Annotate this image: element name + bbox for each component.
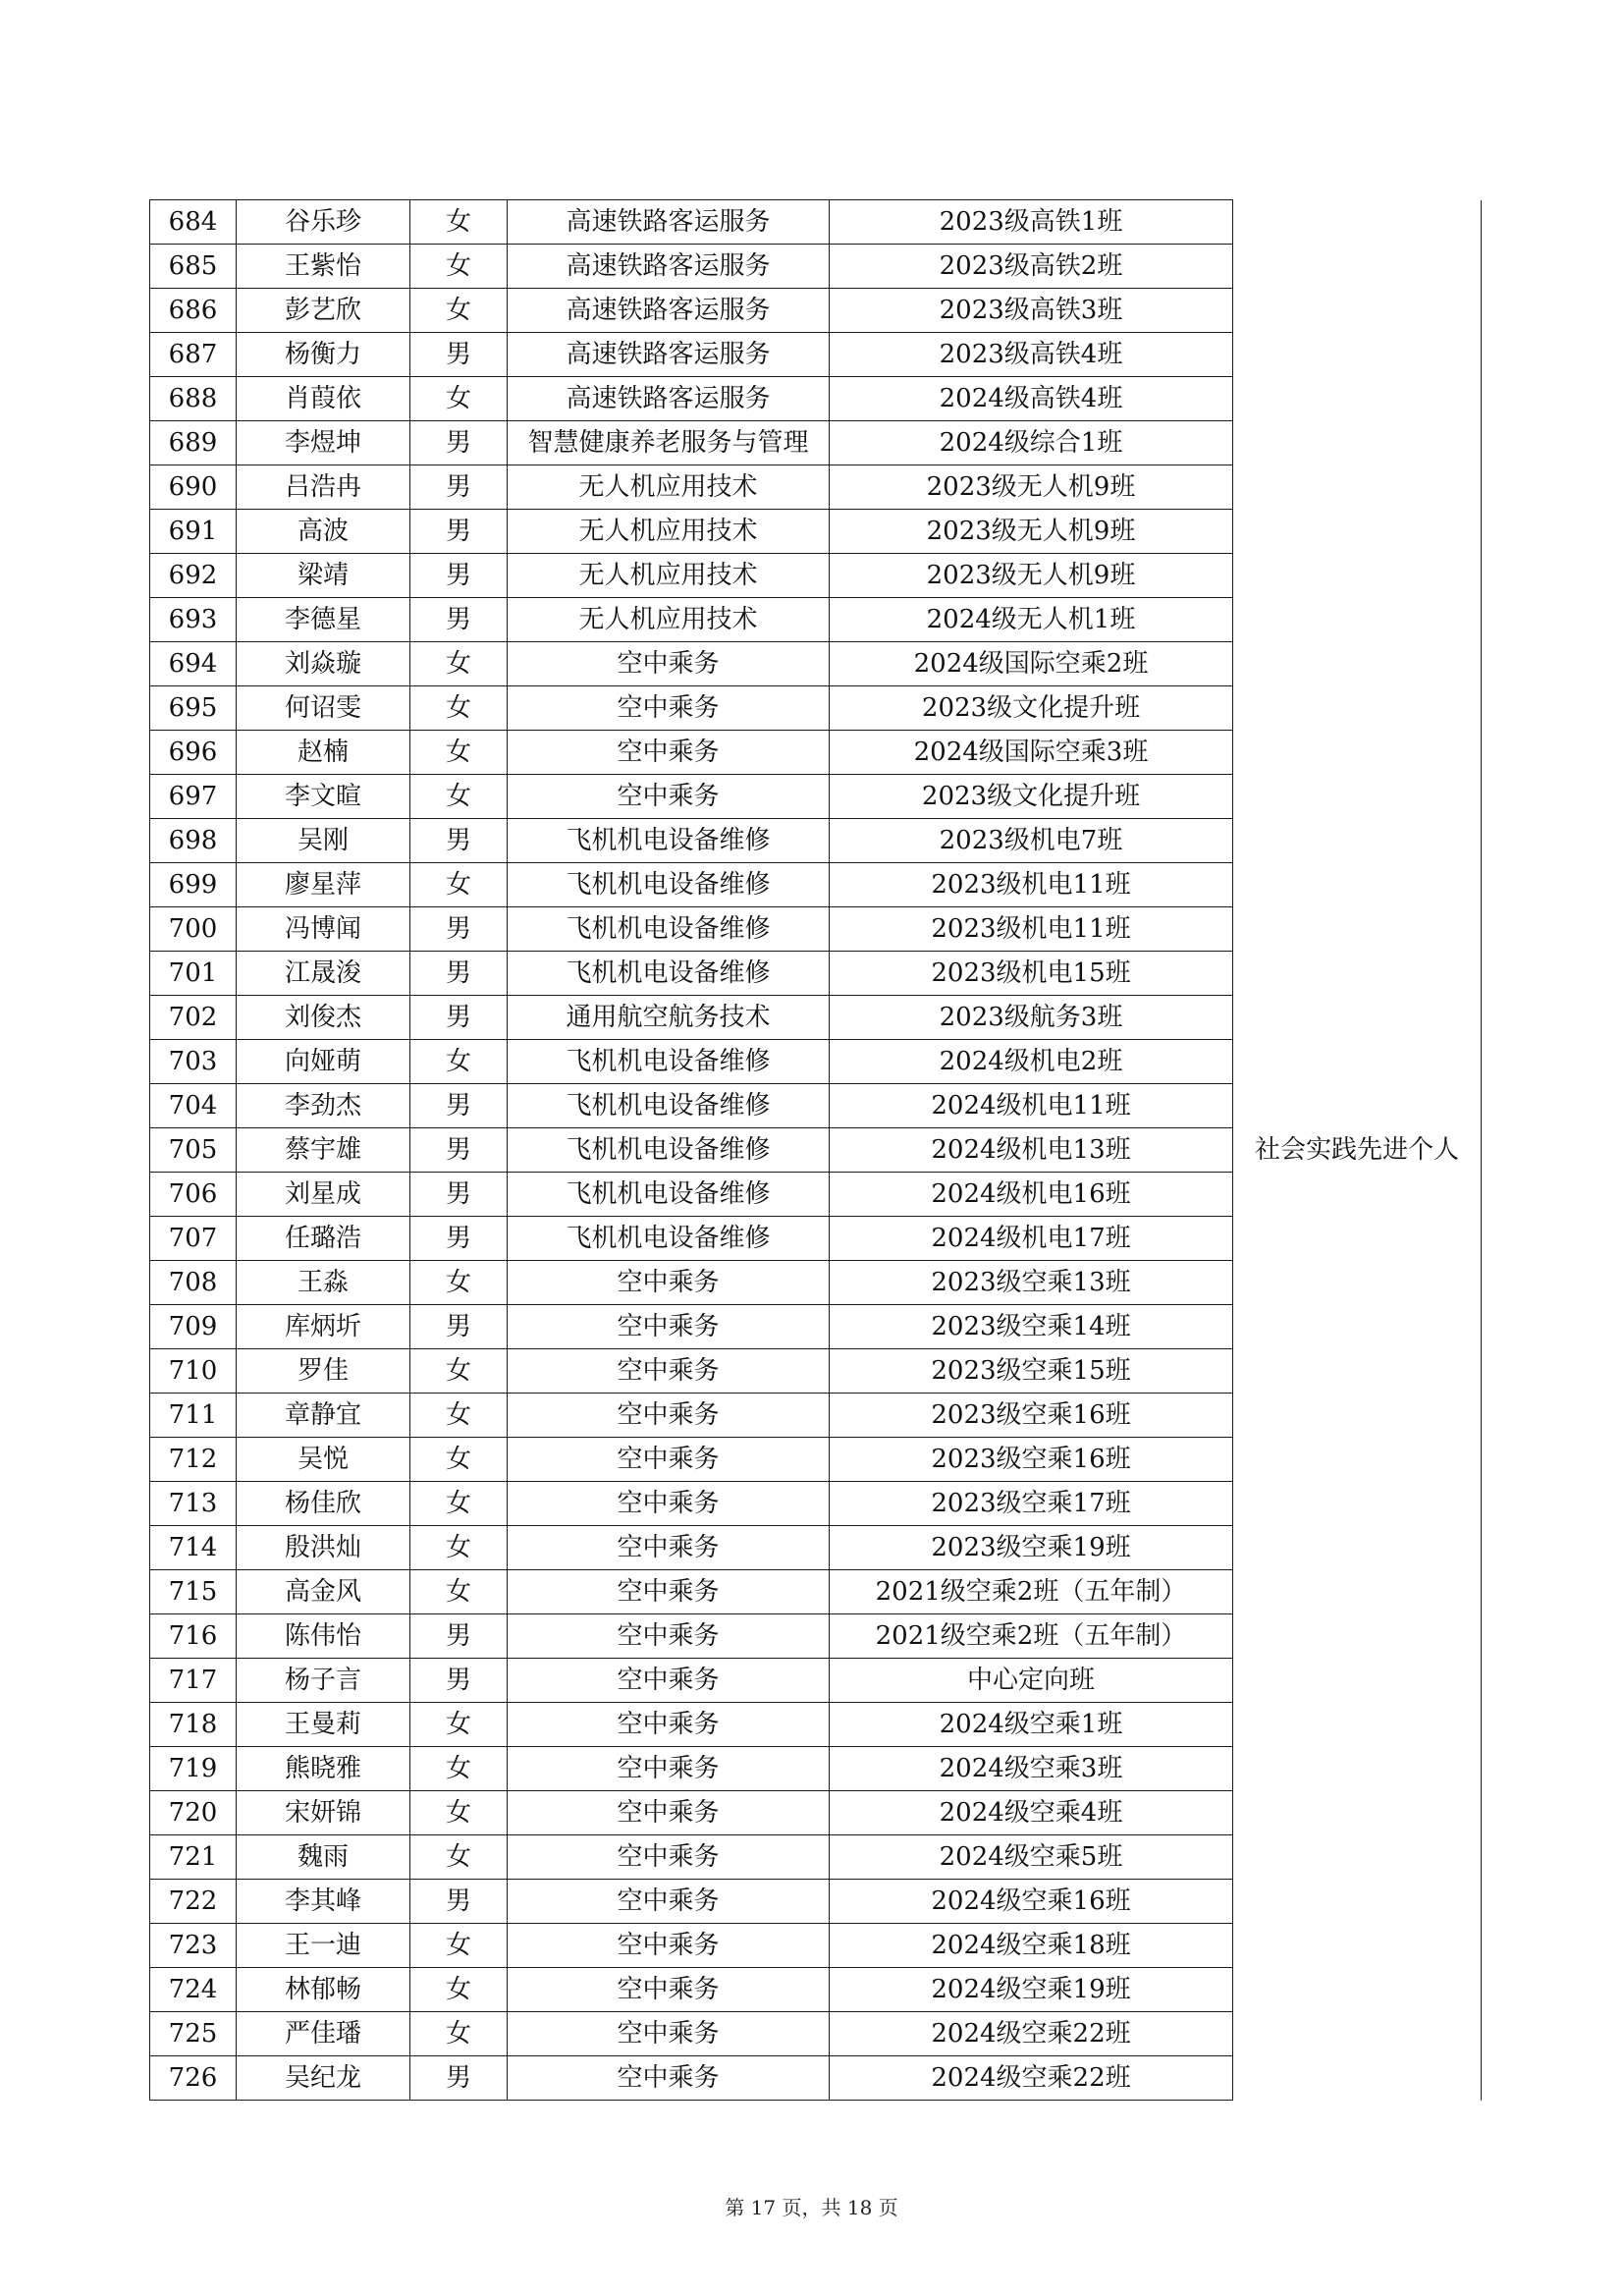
row-number: 705 bbox=[150, 1128, 237, 1173]
student-class: 2023级空乘16班 bbox=[830, 1438, 1233, 1482]
student-class: 2024级机电2班 bbox=[830, 1040, 1233, 1084]
student-name: 王紫怡 bbox=[237, 245, 410, 289]
student-class: 2021级空乘2班（五年制） bbox=[830, 1614, 1233, 1659]
student-name: 杨衡力 bbox=[237, 333, 410, 377]
student-major: 空中乘务 bbox=[508, 775, 830, 819]
student-major: 空中乘务 bbox=[508, 1747, 830, 1791]
row-number: 719 bbox=[150, 1747, 237, 1791]
student-gender: 女 bbox=[410, 1261, 508, 1305]
student-gender: 女 bbox=[410, 1482, 508, 1526]
student-major: 飞机机电设备维修 bbox=[508, 1128, 830, 1173]
row-number: 710 bbox=[150, 1349, 237, 1394]
student-major: 飞机机电设备维修 bbox=[508, 952, 830, 996]
student-gender: 女 bbox=[410, 642, 508, 686]
student-name: 李煜坤 bbox=[237, 421, 410, 465]
student-name: 杨子言 bbox=[237, 1659, 410, 1703]
student-gender: 女 bbox=[410, 686, 508, 731]
award-category: 社会实践先进个人 bbox=[1233, 200, 1482, 2101]
student-gender: 女 bbox=[410, 200, 508, 245]
row-number: 708 bbox=[150, 1261, 237, 1305]
student-class: 2024级空乘5班 bbox=[830, 1835, 1233, 1880]
student-major: 空中乘务 bbox=[508, 731, 830, 775]
student-name: 王淼 bbox=[237, 1261, 410, 1305]
student-name: 冯博闻 bbox=[237, 907, 410, 952]
student-gender: 男 bbox=[410, 554, 508, 598]
student-class: 2023级机电11班 bbox=[830, 907, 1233, 952]
student-class: 2024级空乘22班 bbox=[830, 2012, 1233, 2056]
student-major: 飞机机电设备维修 bbox=[508, 1217, 830, 1261]
row-number: 709 bbox=[150, 1305, 237, 1349]
student-gender: 女 bbox=[410, 1968, 508, 2012]
student-major: 通用航空航务技术 bbox=[508, 996, 830, 1040]
student-major: 空中乘务 bbox=[508, 1305, 830, 1349]
student-major: 空中乘务 bbox=[508, 1703, 830, 1747]
student-gender: 女 bbox=[410, 377, 508, 421]
student-class: 2023级文化提升班 bbox=[830, 686, 1233, 731]
student-name: 高波 bbox=[237, 510, 410, 554]
row-number: 696 bbox=[150, 731, 237, 775]
student-major: 空中乘务 bbox=[508, 1924, 830, 1968]
student-class: 2023级空乘17班 bbox=[830, 1482, 1233, 1526]
student-name: 赵楠 bbox=[237, 731, 410, 775]
row-number: 693 bbox=[150, 598, 237, 642]
row-number: 685 bbox=[150, 245, 237, 289]
roster-body bbox=[150, 200, 1482, 2101]
student-gender: 女 bbox=[410, 1438, 508, 1482]
student-major: 空中乘务 bbox=[508, 642, 830, 686]
row-number: 704 bbox=[150, 1084, 237, 1128]
student-name: 蔡宇雄 bbox=[237, 1128, 410, 1173]
student-name: 李文暄 bbox=[237, 775, 410, 819]
student-gender: 男 bbox=[410, 2056, 508, 2101]
student-gender: 男 bbox=[410, 907, 508, 952]
row-number: 690 bbox=[150, 465, 237, 510]
student-name: 殷洪灿 bbox=[237, 1526, 410, 1570]
student-class: 2023级高铁3班 bbox=[830, 289, 1233, 333]
student-name: 魏雨 bbox=[237, 1835, 410, 1880]
row-number: 692 bbox=[150, 554, 237, 598]
student-class: 2023级空乘13班 bbox=[830, 1261, 1233, 1305]
student-name: 吕浩冉 bbox=[237, 465, 410, 510]
row-number: 718 bbox=[150, 1703, 237, 1747]
student-gender: 女 bbox=[410, 1791, 508, 1835]
student-major: 空中乘务 bbox=[508, 1614, 830, 1659]
roster-table bbox=[149, 199, 1482, 2101]
student-major: 空中乘务 bbox=[508, 1570, 830, 1614]
student-gender: 女 bbox=[410, 863, 508, 907]
student-gender: 男 bbox=[410, 1659, 508, 1703]
student-name: 库炳圻 bbox=[237, 1305, 410, 1349]
student-name: 梁靖 bbox=[237, 554, 410, 598]
student-class: 2023级空乘16班 bbox=[830, 1394, 1233, 1438]
row-number: 722 bbox=[150, 1880, 237, 1924]
student-gender: 男 bbox=[410, 465, 508, 510]
student-name: 严佳璠 bbox=[237, 2012, 410, 2056]
student-class: 2024级综合1班 bbox=[830, 421, 1233, 465]
student-class: 2023级机电15班 bbox=[830, 952, 1233, 996]
student-name: 熊晓雅 bbox=[237, 1747, 410, 1791]
student-name: 高金风 bbox=[237, 1570, 410, 1614]
student-name: 章静宜 bbox=[237, 1394, 410, 1438]
student-gender: 女 bbox=[410, 1349, 508, 1394]
student-major: 空中乘务 bbox=[508, 1659, 830, 1703]
student-name: 任璐浩 bbox=[237, 1217, 410, 1261]
row-number: 706 bbox=[150, 1173, 237, 1217]
student-class: 2023级文化提升班 bbox=[830, 775, 1233, 819]
row-number: 695 bbox=[150, 686, 237, 731]
student-major: 空中乘务 bbox=[508, 2012, 830, 2056]
student-name: 刘俊杰 bbox=[237, 996, 410, 1040]
student-class: 2023级无人机9班 bbox=[830, 465, 1233, 510]
student-name: 王一迪 bbox=[237, 1924, 410, 1968]
student-gender: 男 bbox=[410, 996, 508, 1040]
student-major: 空中乘务 bbox=[508, 686, 830, 731]
student-major: 高速铁路客运服务 bbox=[508, 289, 830, 333]
student-class: 2023级航务3班 bbox=[830, 996, 1233, 1040]
student-gender: 女 bbox=[410, 1835, 508, 1880]
student-major: 飞机机电设备维修 bbox=[508, 819, 830, 863]
student-class: 2023级高铁2班 bbox=[830, 245, 1233, 289]
student-class: 2021级空乘2班（五年制） bbox=[830, 1570, 1233, 1614]
row-number: 707 bbox=[150, 1217, 237, 1261]
student-gender: 女 bbox=[410, 1394, 508, 1438]
row-number: 694 bbox=[150, 642, 237, 686]
student-name: 向娅萌 bbox=[237, 1040, 410, 1084]
student-major: 无人机应用技术 bbox=[508, 465, 830, 510]
student-major: 空中乘务 bbox=[508, 1791, 830, 1835]
row-number: 714 bbox=[150, 1526, 237, 1570]
student-major: 智慧健康养老服务与管理 bbox=[508, 421, 830, 465]
student-name: 林郁畅 bbox=[237, 1968, 410, 2012]
student-gender: 女 bbox=[410, 775, 508, 819]
student-class: 2024级空乘3班 bbox=[830, 1747, 1233, 1791]
student-gender: 男 bbox=[410, 1880, 508, 1924]
student-class: 2024级无人机1班 bbox=[830, 598, 1233, 642]
student-name: 宋妍锦 bbox=[237, 1791, 410, 1835]
student-name: 肖葭依 bbox=[237, 377, 410, 421]
student-major: 空中乘务 bbox=[508, 1349, 830, 1394]
student-major: 空中乘务 bbox=[508, 1438, 830, 1482]
student-major: 无人机应用技术 bbox=[508, 598, 830, 642]
student-name: 李劲杰 bbox=[237, 1084, 410, 1128]
student-name: 罗佳 bbox=[237, 1349, 410, 1394]
row-number: 698 bbox=[150, 819, 237, 863]
student-name: 谷乐珍 bbox=[237, 200, 410, 245]
row-number: 688 bbox=[150, 377, 237, 421]
student-gender: 女 bbox=[410, 1526, 508, 1570]
student-class: 2024级机电16班 bbox=[830, 1173, 1233, 1217]
student-gender: 男 bbox=[410, 1128, 508, 1173]
student-class: 2023级空乘19班 bbox=[830, 1526, 1233, 1570]
row-number: 701 bbox=[150, 952, 237, 996]
student-major: 空中乘务 bbox=[508, 1880, 830, 1924]
row-number: 700 bbox=[150, 907, 237, 952]
student-gender: 男 bbox=[410, 510, 508, 554]
student-class: 2023级无人机9班 bbox=[830, 554, 1233, 598]
row-number: 726 bbox=[150, 2056, 237, 2101]
student-major: 空中乘务 bbox=[508, 1394, 830, 1438]
student-gender: 男 bbox=[410, 1305, 508, 1349]
student-class: 2024级机电17班 bbox=[830, 1217, 1233, 1261]
student-gender: 女 bbox=[410, 1703, 508, 1747]
row-number: 723 bbox=[150, 1924, 237, 1968]
student-major: 飞机机电设备维修 bbox=[508, 1173, 830, 1217]
student-class: 2023级机电7班 bbox=[830, 819, 1233, 863]
row-number: 689 bbox=[150, 421, 237, 465]
row-number: 716 bbox=[150, 1614, 237, 1659]
student-major: 高速铁路客运服务 bbox=[508, 377, 830, 421]
student-class: 2024级机电13班 bbox=[830, 1128, 1233, 1173]
student-class: 2024级空乘1班 bbox=[830, 1703, 1233, 1747]
row-number: 712 bbox=[150, 1438, 237, 1482]
row-number: 687 bbox=[150, 333, 237, 377]
row-number: 697 bbox=[150, 775, 237, 819]
row-number: 686 bbox=[150, 289, 237, 333]
student-name: 李德星 bbox=[237, 598, 410, 642]
student-gender: 女 bbox=[410, 1040, 508, 1084]
student-gender: 女 bbox=[410, 1747, 508, 1791]
student-major: 空中乘务 bbox=[508, 1968, 830, 2012]
student-gender: 女 bbox=[410, 245, 508, 289]
student-class: 2023级空乘15班 bbox=[830, 1349, 1233, 1394]
row-number: 703 bbox=[150, 1040, 237, 1084]
student-class: 2024级空乘22班 bbox=[830, 2056, 1233, 2101]
student-gender: 女 bbox=[410, 289, 508, 333]
student-gender: 女 bbox=[410, 2012, 508, 2056]
row-number: 725 bbox=[150, 2012, 237, 2056]
student-major: 飞机机电设备维修 bbox=[508, 1040, 830, 1084]
student-major: 高速铁路客运服务 bbox=[508, 200, 830, 245]
student-major: 飞机机电设备维修 bbox=[508, 863, 830, 907]
student-gender: 女 bbox=[410, 731, 508, 775]
student-name: 陈伟怡 bbox=[237, 1614, 410, 1659]
student-major: 无人机应用技术 bbox=[508, 554, 830, 598]
student-major: 空中乘务 bbox=[508, 1526, 830, 1570]
student-name: 王曼莉 bbox=[237, 1703, 410, 1747]
student-name: 彭艺欣 bbox=[237, 289, 410, 333]
row-number: 724 bbox=[150, 1968, 237, 2012]
student-major: 空中乘务 bbox=[508, 1261, 830, 1305]
table-row bbox=[150, 200, 1482, 245]
student-gender: 男 bbox=[410, 952, 508, 996]
student-gender: 男 bbox=[410, 1217, 508, 1261]
student-gender: 男 bbox=[410, 421, 508, 465]
student-class: 2024级空乘19班 bbox=[830, 1968, 1233, 2012]
student-class: 2023级高铁1班 bbox=[830, 200, 1233, 245]
student-class: 2023级高铁4班 bbox=[830, 333, 1233, 377]
student-major: 空中乘务 bbox=[508, 2056, 830, 2101]
student-name: 杨佳欣 bbox=[237, 1482, 410, 1526]
student-gender: 男 bbox=[410, 819, 508, 863]
student-major: 空中乘务 bbox=[508, 1482, 830, 1526]
student-gender: 男 bbox=[410, 1173, 508, 1217]
row-number: 721 bbox=[150, 1835, 237, 1880]
student-gender: 男 bbox=[410, 598, 508, 642]
student-name: 刘焱璇 bbox=[237, 642, 410, 686]
row-number: 691 bbox=[150, 510, 237, 554]
student-gender: 女 bbox=[410, 1924, 508, 1968]
row-number: 720 bbox=[150, 1791, 237, 1835]
row-number: 702 bbox=[150, 996, 237, 1040]
student-class: 2024级空乘4班 bbox=[830, 1791, 1233, 1835]
student-name: 刘星成 bbox=[237, 1173, 410, 1217]
row-number: 715 bbox=[150, 1570, 237, 1614]
student-gender: 男 bbox=[410, 333, 508, 377]
student-class: 2024级国际空乘3班 bbox=[830, 731, 1233, 775]
student-major: 空中乘务 bbox=[508, 1835, 830, 1880]
student-name: 廖星萍 bbox=[237, 863, 410, 907]
student-major: 高速铁路客运服务 bbox=[508, 333, 830, 377]
student-name: 李其峰 bbox=[237, 1880, 410, 1924]
student-name: 江晟浚 bbox=[237, 952, 410, 996]
page-footer: 第 17 页，共 18 页 bbox=[725, 2196, 898, 2219]
student-major: 飞机机电设备维修 bbox=[508, 1084, 830, 1128]
student-class: 中心定向班 bbox=[830, 1659, 1233, 1703]
row-number: 684 bbox=[150, 200, 237, 245]
student-class: 2023级空乘14班 bbox=[830, 1305, 1233, 1349]
student-class: 2024级空乘16班 bbox=[830, 1880, 1233, 1924]
student-class: 2023级机电11班 bbox=[830, 863, 1233, 907]
row-number: 711 bbox=[150, 1394, 237, 1438]
student-gender: 男 bbox=[410, 1084, 508, 1128]
student-class: 2024级空乘18班 bbox=[830, 1924, 1233, 1968]
row-number: 717 bbox=[150, 1659, 237, 1703]
row-number: 699 bbox=[150, 863, 237, 907]
student-class: 2024级国际空乘2班 bbox=[830, 642, 1233, 686]
student-name: 何诏雯 bbox=[237, 686, 410, 731]
student-gender: 女 bbox=[410, 1570, 508, 1614]
student-major: 高速铁路客运服务 bbox=[508, 245, 830, 289]
row-number: 713 bbox=[150, 1482, 237, 1526]
student-major: 飞机机电设备维修 bbox=[508, 907, 830, 952]
student-major: 无人机应用技术 bbox=[508, 510, 830, 554]
student-name: 吴纪龙 bbox=[237, 2056, 410, 2101]
student-class: 2024级高铁4班 bbox=[830, 377, 1233, 421]
student-name: 吴刚 bbox=[237, 819, 410, 863]
student-class: 2023级无人机9班 bbox=[830, 510, 1233, 554]
student-name: 吴悦 bbox=[237, 1438, 410, 1482]
student-gender: 男 bbox=[410, 1614, 508, 1659]
student-class: 2024级机电11班 bbox=[830, 1084, 1233, 1128]
